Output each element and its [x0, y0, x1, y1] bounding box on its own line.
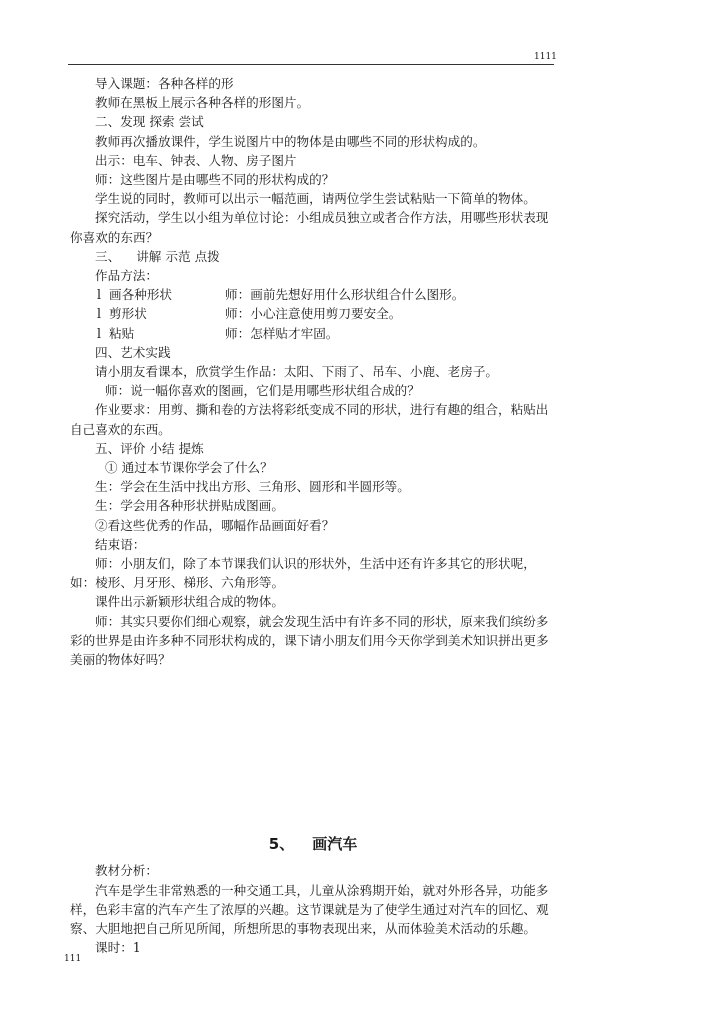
method-step-tip: 师：怎样贴才牢固。 [225, 325, 339, 341]
spacer [70, 669, 556, 827]
footer-page-number: 111 [64, 954, 82, 964]
method-step-name: 剪形状 [109, 306, 147, 322]
bullet: l [97, 306, 102, 322]
method-step-name: 粘贴 [109, 325, 135, 341]
paragraph: 教材分析： [95, 863, 158, 879]
bullet: l [97, 287, 102, 303]
method-step-tip: 师：画前先想好用什么形状组合什么图形。 [225, 287, 465, 303]
paragraph: 生：学会在生活中找出方形、三角形、圆形和半圆形等。 [95, 479, 410, 495]
paragraph: 导入课题：各种各样的形 [95, 76, 234, 91]
section-heading: 三、 讲解 示范 点拨 [95, 248, 220, 264]
paragraph: 出示：电车、钟表、人物、房子图片 [95, 152, 297, 168]
paragraph: 探究活动，学生以小组为单位讨论：小组成员独立或者合作方法，用哪些形状表现你喜欢的东西？ [70, 210, 549, 245]
method-step [70, 324, 556, 343]
paragraph: 汽车是学生非常熟悉的一种交通工具，儿童从涂鸦期开始，就对外形各异，功能多样，色彩丰富的汽车产生了浓厚的兴趣。这节课就是为了使学生通过对汽车的回忆、观察、大胆地把自己所见所闻，所想所思的事物表现出来，从而体验美术活动的乐趣。 [70, 882, 549, 936]
section-heading: 二、发现 探索 尝试 [95, 114, 204, 130]
paragraph: 教师再次播放课件，学生说图片中的物体是由哪些不同的形状构成的。 [95, 133, 486, 149]
question: ① 通过本节课你学会了什么？ [105, 460, 273, 476]
paragraph: 作业要求：用剪、撕和卷的方法将彩纸变成不同的形状，进行有趣的组合，粘贴出自己喜欢的东西。 [70, 402, 549, 437]
paragraph: 生：学会用各种形状拼贴成图画。 [95, 498, 284, 514]
section-heading: 五、评价 小结 提炼 [95, 440, 204, 456]
section-heading: 四、艺术实践 [95, 344, 171, 360]
paragraph: 作品方法： [95, 268, 158, 284]
question: ②看这些优秀的作品，哪幅作品画面好看？ [95, 517, 335, 533]
method-step-name: 画各种形状 [109, 287, 173, 303]
header-page-number: 1111 [534, 52, 557, 62]
paragraph: 结束语： [95, 536, 146, 552]
method-step [70, 304, 556, 323]
paragraph: 师：这些图片是由哪些不同的形状构成的？ [95, 172, 335, 188]
paragraph: 课件出示新颖形状组合成的物体。 [95, 594, 284, 610]
paragraph: 学生说的同时，教师可以出示一幅范画，请两位学生尝试粘贴一下简单的物体。 [95, 191, 536, 207]
section-title [70, 827, 556, 861]
bullet: l [97, 325, 102, 341]
header-rule [68, 64, 554, 65]
section-number: 5、 [268, 835, 295, 854]
method-step-tip: 师：小心注意使用剪刀要安全。 [225, 306, 402, 322]
section-title-text: 画汽车 [312, 835, 358, 854]
paragraph: 教师在黑板上展示各种各样的形图片。 [95, 95, 310, 111]
method-step [70, 285, 556, 304]
paragraph: 请小朋友看课本，欣赏学生作品：太阳、下雨了、吊车、小鹿、老房子。 [95, 364, 498, 380]
paragraph: 师：其实只要你们细心观察，就会发现生活中有许多不同的形状，原来我们缤纷多彩的世界是由许多种不同形状构成的，课下请小朋友们用今天你学到美术知识拼出更多美丽的物体好吗？ [70, 613, 549, 668]
paragraph: 师：小朋友们，除了本节课我们认识的形状外，生活中还有许多其它的形状呢，如：棱形、月牙形、梯形、六角形等。 [70, 556, 536, 591]
paragraph: 师：说一幅你喜欢的图画，它们是用哪些形状组合成的？ [105, 383, 420, 399]
paragraph: 课时：1 [95, 940, 141, 956]
document-body [70, 74, 556, 957]
